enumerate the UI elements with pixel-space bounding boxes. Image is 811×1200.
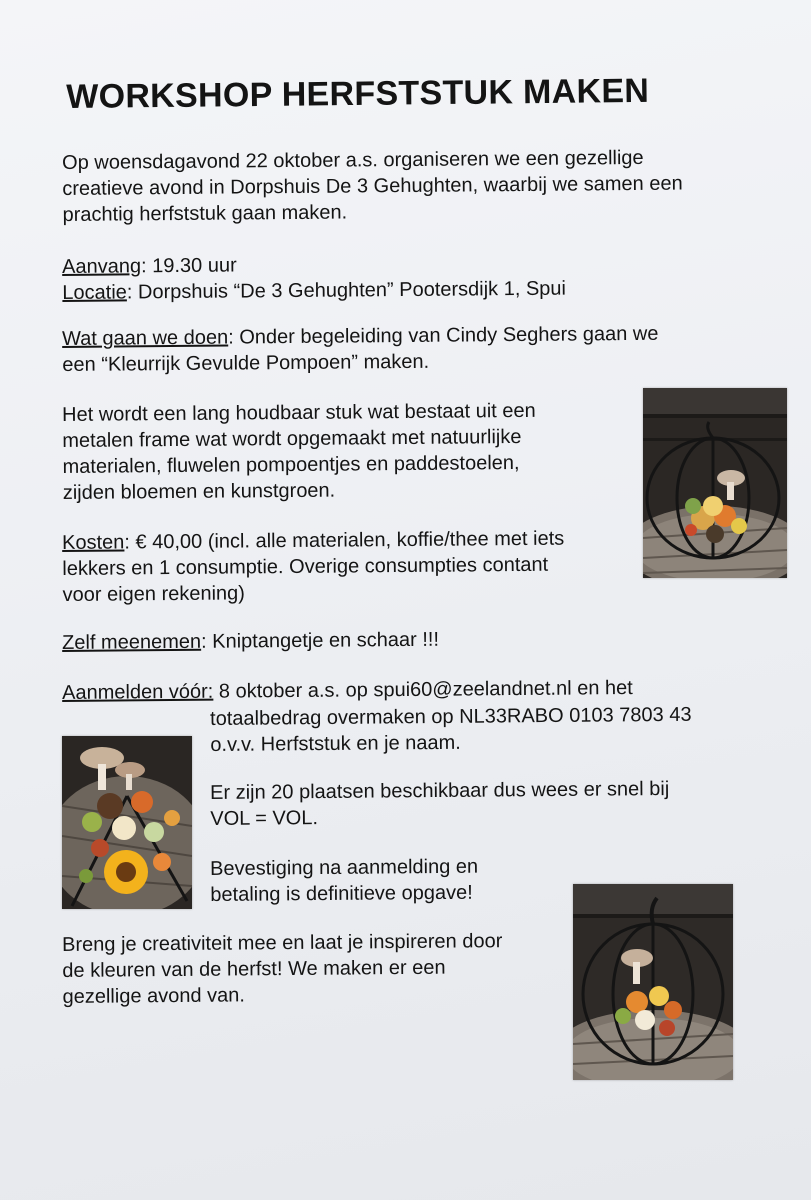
beschrijving-paragraph [62, 398, 537, 506]
wat-paragraph [62, 321, 659, 378]
wat-label: Wat gaan we doen [62, 326, 229, 350]
aanmelden-line-3: o.v.v. Herfststuk en je naam. [210, 731, 461, 756]
pumpkin-frame-photo-bottom [573, 884, 733, 1080]
zelf-label: Zelf meenemen [62, 630, 202, 654]
beschrijving-line-1: Het wordt een lang houdbaar stuk wat bestaat uit een [62, 399, 536, 426]
zelf-line [62, 627, 439, 656]
kosten-line-2: lekkers en 1 consumptie. Overige consumpties contant [62, 553, 549, 580]
slot-line-3: gezellige avond van. [62, 984, 246, 1008]
aanmelden-line-1 [62, 675, 633, 706]
locatie-line [62, 276, 566, 306]
slot-paragraph [62, 928, 503, 1010]
zelf-paragraph [62, 627, 439, 656]
plaatsen-line-1: Er zijn 20 plaatsen beschikbaar dus wees er snel bij [210, 777, 670, 804]
aanmelden-label: Aanmelden vóór: [62, 680, 214, 704]
pumpkin-frame-illustration-1 [643, 388, 787, 578]
flower-arrangement-photo [62, 736, 192, 909]
bevestiging-line-2: betaling is definitieve opgave! [210, 881, 473, 906]
kosten-line-3: voor eigen rekening) [62, 582, 246, 606]
intro-line-2: creatieve avond in Dorpshuis De 3 Gehughten, waarbij we samen een [62, 172, 683, 200]
intro-line-1: Op woensdagavond 22 oktober a.s. organiseren we een gezellige [62, 146, 644, 174]
intro-line-3: prachtig herfststuk gaan maken. [62, 201, 348, 226]
pumpkin-frame-illustration-2 [573, 884, 733, 1080]
flower-arrangement-illustration [62, 736, 192, 909]
slot-line-1: Breng je creativiteit mee en laat je inspireren door [62, 930, 503, 956]
beschrijving-line-4: zijden bloemen en kunstgroen. [62, 479, 336, 504]
zelf-value: : Kniptangetje en schaar !!! [200, 628, 440, 653]
aanvang-label: Aanvang [62, 255, 142, 278]
kosten-paragraph [62, 526, 565, 608]
kosten-value: : € 40,00 (incl. alle materialen, koffie/thee met iets [124, 527, 565, 554]
sunflower-icon [104, 850, 148, 894]
aanmelden-line-2: totaalbedrag overmaken op NL33RABO 0103 7803 43 [210, 703, 692, 730]
beschrijving-line-2: metalen frame wat wordt opgemaakt met natuurlijke [62, 425, 522, 452]
plaatsen-line-2: VOL = VOL. [210, 807, 319, 830]
aanmelden-value: 8 oktober a.s. op spui60@zeelandnet.nl en het [213, 677, 633, 703]
wat-value: : Onder begeleiding van Cindy Seghers gaan we [228, 322, 659, 349]
wat-line-1 [62, 321, 659, 352]
locatie-label: Locatie [62, 281, 127, 304]
bevestiging-paragraph [210, 854, 478, 908]
slot-line-2: de kleuren van de herfst! We maken er een [62, 956, 446, 982]
aanmelden-continuation [210, 702, 692, 758]
plaatsen-paragraph [210, 776, 670, 832]
bevestiging-line-1: Bevestiging na aanmelding en [210, 855, 479, 880]
details-block [62, 250, 566, 306]
aanvang-value: : 19.30 uur [140, 254, 237, 278]
locatie-value: : Dorpshuis “De 3 Gehughten” Pootersdijk 1, Spui [126, 277, 567, 304]
kosten-label: Kosten [62, 531, 125, 554]
flyer-title: WORKSHOP HERFSTSTUK MAKEN [66, 71, 650, 116]
beschrijving-line-3: materialen, fluwelen pompoentjes en paddestoelen, [62, 452, 520, 478]
pumpkin-frame-photo-top [643, 388, 787, 578]
wat-line-2: een “Kleurrijk Gevulde Pompoen” maken. [62, 350, 430, 376]
intro-paragraph [62, 145, 683, 228]
